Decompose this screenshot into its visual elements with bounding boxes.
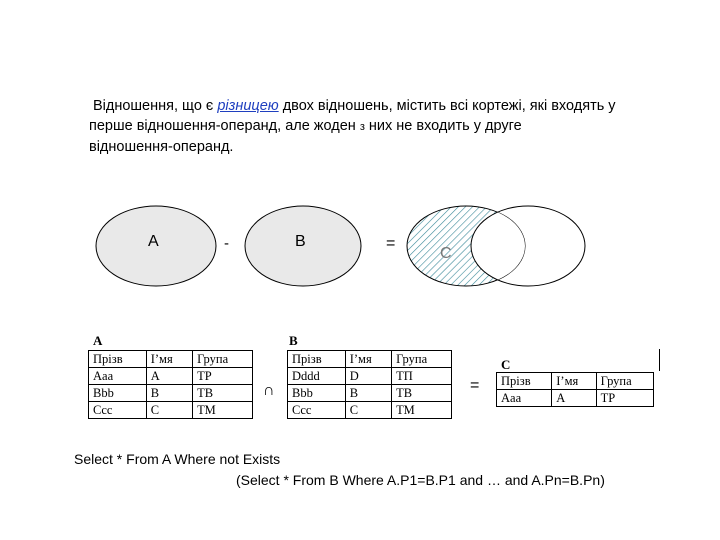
table-b-title: B xyxy=(289,333,298,348)
table-header-row xyxy=(288,351,452,368)
paragraph-text: двох відношень, містить всі кортежі, які входять у xyxy=(278,98,616,114)
column-header: Група xyxy=(596,373,653,390)
table-cell: Aaa xyxy=(497,390,552,407)
sql-query-line-1: Select * From A Where not Exists xyxy=(74,451,281,467)
table-b xyxy=(287,350,452,419)
column-header: Прізв xyxy=(89,351,147,368)
column-header: Група xyxy=(392,351,452,368)
table-cell: Dddd xyxy=(288,368,346,385)
table-c xyxy=(496,372,654,407)
set-a-label: A xyxy=(148,233,159,250)
table-cell: ТВ xyxy=(193,385,253,402)
table-cell: B xyxy=(345,385,391,402)
difference-link[interactable]: різницею xyxy=(217,98,279,114)
table-cell: A xyxy=(552,390,596,407)
table-row xyxy=(497,390,654,407)
table-cell: A xyxy=(146,368,192,385)
table-header-row xyxy=(89,351,253,368)
column-header: Група xyxy=(193,351,253,368)
paragraph-line-3: відношення-операнд. xyxy=(89,139,234,155)
table-cell: C xyxy=(146,402,192,419)
table-row xyxy=(89,385,253,402)
paragraph-text: Відношення, що є xyxy=(93,98,218,114)
table-row xyxy=(89,402,253,419)
table-cell: D xyxy=(345,368,391,385)
column-header: І’мя xyxy=(345,351,391,368)
table-row xyxy=(288,385,452,402)
divider-line xyxy=(659,349,660,371)
table-row xyxy=(288,368,452,385)
minus-sign: - xyxy=(224,235,229,252)
table-row xyxy=(89,368,253,385)
table-header-row xyxy=(497,373,654,390)
table-cell: ТМ xyxy=(392,402,452,419)
column-header: І’мя xyxy=(552,373,596,390)
intersection-operator: ∩ xyxy=(263,382,275,399)
paragraph-text: з xyxy=(359,121,365,133)
paragraph-text: перше відношення-операнд, але жоден xyxy=(89,118,360,134)
table-a-title: A xyxy=(93,333,103,348)
column-header: Прізв xyxy=(288,351,346,368)
table-cell: Ccc xyxy=(89,402,147,419)
set-b-label: B xyxy=(295,233,306,250)
table-cell: ТР xyxy=(193,368,253,385)
table-cell: ТР xyxy=(596,390,653,407)
table-cell: Aaa xyxy=(89,368,147,385)
table-c-title: C xyxy=(501,357,511,372)
table-cell: ТМ xyxy=(193,402,253,419)
table-cell: B xyxy=(146,385,192,402)
table-cell: C xyxy=(345,402,391,419)
table-a xyxy=(88,350,253,419)
paragraph-text: них не входить у друге xyxy=(364,118,522,134)
result-c-label: C xyxy=(440,245,452,262)
equals-sign: = xyxy=(386,235,396,252)
table-row xyxy=(288,402,452,419)
sql-query-line-2: (Select * From B Where A.P1=B.P1 and … and A.Pn=B.Pn) xyxy=(236,472,605,488)
column-header: І’мя xyxy=(146,351,192,368)
table-cell: ТП xyxy=(392,368,452,385)
table-cell: Bbb xyxy=(89,385,147,402)
table-cell: Bbb xyxy=(288,385,346,402)
table-cell: ТВ xyxy=(392,385,452,402)
table-cell: Ccc xyxy=(288,402,346,419)
equals-operator: = xyxy=(470,377,480,394)
column-header: Прізв xyxy=(497,373,552,390)
